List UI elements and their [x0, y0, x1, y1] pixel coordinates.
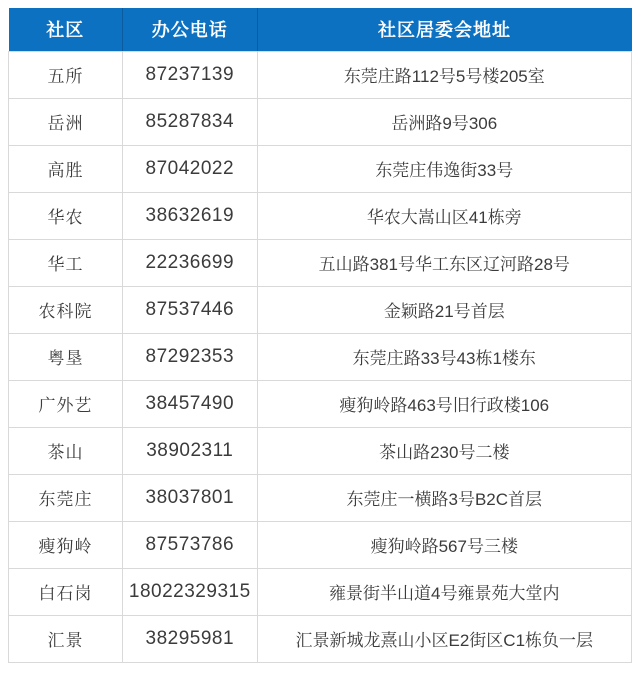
address-cell: 茶山路230号二楼 [257, 427, 631, 474]
phone-cell: 38295981 [123, 615, 258, 662]
phone-cell: 87537446 [123, 286, 258, 333]
table-header [9, 8, 632, 51]
community-cell: 广外艺 [9, 380, 123, 427]
col-header-address: 社区居委会地址 [257, 8, 631, 51]
table-row [9, 521, 632, 568]
table-row [9, 192, 632, 239]
address-cell: 金颖路21号首层 [257, 286, 631, 333]
address-cell: 五山路381号华工东区辽河路28号 [257, 239, 631, 286]
table-body [9, 51, 632, 662]
address-cell: 东莞庄路33号43栋1楼东 [257, 333, 631, 380]
community-cell: 农科院 [9, 286, 123, 333]
community-cell: 白石岗 [9, 568, 123, 615]
community-cell: 东莞庄 [9, 474, 123, 521]
table-row [9, 380, 632, 427]
address-cell: 瘦狗岭路463号旧行政楼106 [257, 380, 631, 427]
community-cell: 华农 [9, 192, 123, 239]
address-cell: 华农大嵩山区41栋旁 [257, 192, 631, 239]
col-header-phone: 办公电话 [123, 8, 258, 51]
community-cell: 五所 [9, 51, 123, 98]
address-cell: 瘦狗岭路567号三楼 [257, 521, 631, 568]
table-row [9, 286, 632, 333]
phone-cell: 22236699 [123, 239, 258, 286]
community-cell: 茶山 [9, 427, 123, 474]
address-cell: 雍景街半山道4号雍景苑大堂内 [257, 568, 631, 615]
table-row [9, 333, 632, 380]
community-cell: 粤垦 [9, 333, 123, 380]
table-row [9, 239, 632, 286]
table-row [9, 474, 632, 521]
phone-cell: 85287834 [123, 98, 258, 145]
address-cell: 岳洲路9号306 [257, 98, 631, 145]
address-cell: 汇景新城龙熹山小区E2街区C1栋负一层 [257, 615, 631, 662]
table-row [9, 615, 632, 662]
community-cell: 汇景 [9, 615, 123, 662]
phone-cell: 18022329315 [123, 568, 258, 615]
table-row [9, 98, 632, 145]
community-phone-address-table [8, 8, 632, 663]
community-cell: 高胜 [9, 145, 123, 192]
address-cell: 东莞庄路112号5号楼205室 [257, 51, 631, 98]
table-row [9, 145, 632, 192]
phone-cell: 38902311 [123, 427, 258, 474]
phone-cell: 38632619 [123, 192, 258, 239]
phone-cell: 38457490 [123, 380, 258, 427]
phone-cell: 87292353 [123, 333, 258, 380]
phone-cell: 38037801 [123, 474, 258, 521]
table-row [9, 427, 632, 474]
address-cell: 东莞庄伟逸街33号 [257, 145, 631, 192]
community-cell: 华工 [9, 239, 123, 286]
community-cell: 岳洲 [9, 98, 123, 145]
phone-cell: 87573786 [123, 521, 258, 568]
table-row [9, 51, 632, 98]
address-cell: 东莞庄一横路3号B2C首层 [257, 474, 631, 521]
phone-cell: 87237139 [123, 51, 258, 98]
community-cell: 瘦狗岭 [9, 521, 123, 568]
header-row [9, 8, 632, 51]
col-header-community: 社区 [9, 8, 123, 51]
phone-cell: 87042022 [123, 145, 258, 192]
table-row [9, 568, 632, 615]
